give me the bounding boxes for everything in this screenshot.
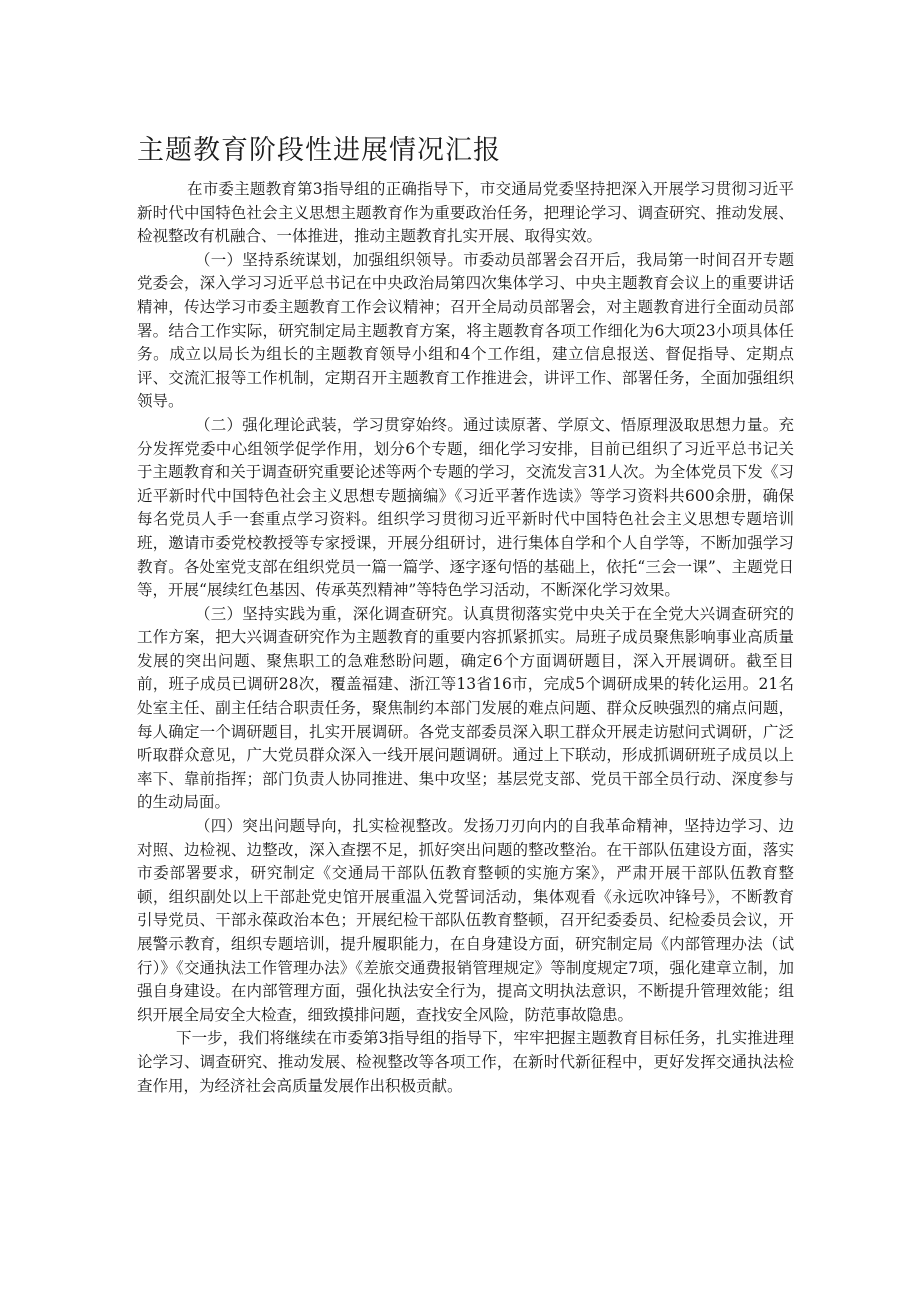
paragraph-section-2: （二）强化理论武装，学习贯穿始终。通过读原著、学原文、悟原理汲取思想力量。充分发挥党委中心组领学促学作用，划分6个专题，细化学习安排，目前已组织了习近平总书记关于主题教育和关于调查研究重要论述等两个专题的学习，交流发言31人次。为全体党员下发《习近平新时代中国特色社会主义思想专题摘编》《习近平著作选读》等学习资料共600余册，确保每名党员人手一套重点学习资料。组织学习贯彻习近平新时代中国特色社会主义思想专题培训班，邀请市委党校教授等专家授课，开展分组研讨，进行集体自学和个人自学等，不断加强学习教育。各处室党支部在组织党员一篇一篇学、逐字逐句悟的基础上，依托“三会一课”、主题党日等，开展“展续红色基因、传承英烈精神”等特色学习活动，不断深化学习效果。 xyxy=(137,415,794,600)
paragraph-section-1: （一）坚持系统谋划，加强组织领导。市委动员部署会召开后，我局第一时间召开专题党委会，深入学习习近平总书记在中央政治局第四次集体学习、中央主题教育会议上的重要讲话精神，传达学习市委主题教育工作会议精神；召开全局动员部署会，对主题教育进行全面动员部署。结合工作实际，研究制定局主题教育方案，将主题教育各项工作细化为6大项23小项具体任务。成立以局长为组长的主题教育领导小组和4个工作组，建立信息报送、督促指导、定期点评、交流汇报等工作机制，定期召开主题教育工作推进会，讲评工作、部署任务，全面加强组织领导。 xyxy=(137,250,794,411)
document-body xyxy=(137,178,794,1098)
paragraph-section-4: （四）突出问题导向，扎实检视整改。发扬刀刃向内的自我革命精神，坚持边学习、边对照、边检视、边整改，深入查摆不足，抓好突出问题的整改整治。在干部队伍建设方面，落实市委部署要求，研究制定《交通局干部队伍教育整顿的实施方案》，严肃开展干部队伍教育整顿，组织副处以上干部赴党史馆开展重温入党誓词活动，集体观看《永远吹冲锋号》，不断教育引导党员、干部永葆政治本色；开展纪检干部队伍教育整顿，召开纪委委员、纪检委员会议，开展警示教育，组织专题培训，提升履职能力，在自身建设方面，研究制定局《内部管理办法（试行）》《交通执法工作管理办法》《差旅交通费报销管理规定》等制度规定7项，强化建章立制，加强自身建设。在内部管理方面，强化执法安全行为，提高文明执法意识，不断提升管理效能；组织开展全局安全大检查，细致摸排问题，查找安全风险，防范事故隐患。 xyxy=(137,817,794,1024)
paragraph-next-steps: 下一步，我们将继续在市委第3指导组的指导下，牢牢把握主题教育目标任务，扎实推进理论学习、调查研究、推动发展、检视整改等各项工作，在新时代新征程中，更好发挥交通执法检查作用，为经济社会高质量发展作出积极贡献。 xyxy=(137,1029,794,1095)
paragraph-section-3: （三）坚持实践为重，深化调查研究。认真贯彻落实党中央关于在全党大兴调查研究的工作方案，把大兴调查研究作为主题教育的重要内容抓紧抓实。局班子成员聚焦影响事业高质量发展的突出问题、聚焦职工的急难愁盼问题，确定6个方面调研题目，深入开展调研。截至目前，班子成员已调研28次，覆盖福建、浙江等13省16市，完成5个调研成果的转化运用。21名处室主任、副主任结合职责任务，聚焦制约本部门发展的难点问题、群众反映强烈的痛点问题，每人确定一个调研题目，扎实开展调研。各党支部委员深入职工群众开展走访慰问式调研，广泛听取群众意见，广大党员群众深入一线开展问题调研。通过上下联动，形成抓调研班子成员以上率下、靠前指挥；部门负责人协同推进、集中攻坚；基层党支部、党员干部全员行动、深度参与的生动局面。 xyxy=(137,604,794,812)
paragraph-intro: 在市委主题教育第3指导组的正确指导下，市交通局党委坚持把深入开展学习贯彻习近平新时代中国特色社会主义思想主题教育作为重要政治任务，把理论学习、调查研究、推动发展、检视整改有机融合、一体推进，推动主题教育扎实开展、取得实效。 xyxy=(137,180,794,246)
document-title: 主题教育阶段性进展情况汇报 xyxy=(137,135,501,166)
